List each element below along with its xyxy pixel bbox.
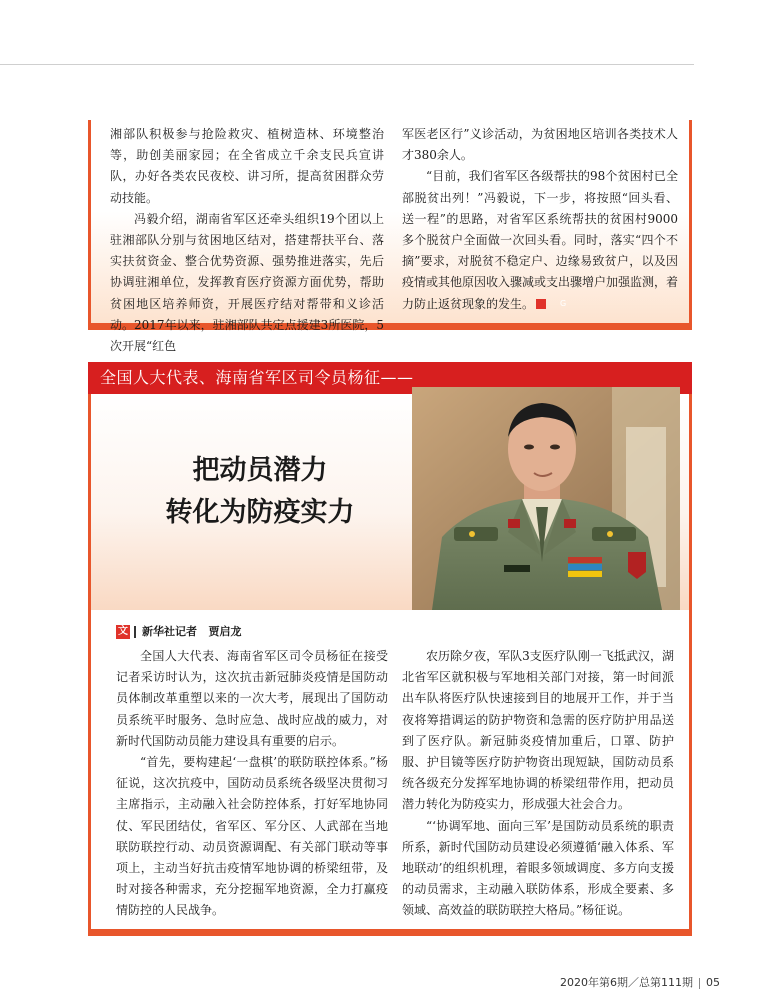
article-column-right: [402, 646, 674, 922]
officer-portrait-photo: [412, 387, 680, 610]
page-number: 05: [706, 976, 720, 989]
byline-divider: [134, 626, 136, 638]
paragraph: “‘协调军地、面向三军’是国防动员系统的职责所系，新时代国防动员建设必须遵循‘融入体系、军地联动’的组织机理，着眼多领域调度、多方向支援的动员需求，主动融入联防体系，形成全要素、多领域、高效益的联防联控大格局。”杨征说。: [402, 818, 674, 918]
paragraph-text: “目前，我们省军区各级帮扶的98个贫困村已全部脱贫出列！”冯毅说，下一步，将按照“回头看、送一程”的思路，对省军区系统帮扶的贫困村9000多个脱贫户全面做一次回头看。同时，落实“四个不摘”要求，对脱贫不稳定户、边缘易致贫户，以及因疫情或其他原因收入骤减或支出骤增户加强监测，着力防止返贫现象的发生。: [402, 169, 679, 311]
paragraph: 全国人大代表、海南省军区司令员杨征在接受记者采访时认为，这次抗击新冠肺炎疫情是国防动员体制改革重塑以来的一次大考，展现出了国防动员系统平时服务、急时应急、战时应战的威力，对新时代国防动员能力建设具有重要的启示。: [116, 649, 388, 748]
paragraph: 冯毅介绍，湖南省军区还牵头组织19个团以上驻湘部队分别与贫困地区结对，搭建帮扶平台、落实扶贫资金、整合优势资源、强势推进落实，先后协调驻湘单位，发挥教育医疗资源方面优势，帮助贫困地区培养师资，开展医疗结对帮带和义诊活动。2017年以来，驻湘部队共定点援建3所医院，5次开展“红色: [110, 211, 384, 354]
byline: [116, 624, 242, 640]
paragraph: 湘部队积极参与抢险救灾、植树造林、环境整治等，助创美丽家园；在全省成立千余支民兵宣讲队，办好各类农民夜校、讲习所，提高贫困群众劳动技能。: [110, 127, 384, 205]
byline-author: 贾启龙: [208, 625, 242, 638]
end-mark-icon: G: [536, 299, 546, 309]
kicker-text: 全国人大代表、海南省军区司令员杨征——: [100, 368, 414, 387]
continuation-column-right: [402, 124, 678, 315]
page-footer: [560, 976, 720, 990]
paragraph: “首先，要构建起‘一盘棋’的联防联控体系。”杨征说，这次抗疫中，国防动员系统各级坚决贯彻习主席指示，主动融入社会防控体系，打好军地协同仗、军民团结仗，省军区、军分区、人武部在当地联防联控行动、动员资源调配、有关部门联动等事项上，主动当好抗击疫情军地协调的桥梁纽带，及时对接各种需求，充分挖掘军地资源，全力打赢疫情防控的人民战争。: [116, 755, 388, 918]
byline-source: 新华社记者: [142, 625, 197, 638]
issue-info: 2020年第6期／总第111期: [560, 976, 693, 989]
footer-divider: [699, 978, 700, 989]
byline-icon: 文: [118, 626, 128, 637]
paragraph: 军医老区行”义诊活动，为贫困地区培训各类技术人才380余人。: [402, 127, 678, 163]
headline-line-2: 转化为防疫实力: [165, 497, 355, 528]
top-rule: [0, 64, 694, 65]
headline-line-1: 把动员潜力: [192, 455, 328, 486]
continuation-column-left: [110, 124, 384, 357]
article-headline: [140, 450, 380, 534]
paragraph: 农历除夕夜，军队3支医疗队刚一飞抵武汉，湖北省军区就积极与军地相关部门对接，第一时间派出车队将医疗队快速接到目的地展开工作，并于当夜将筹措调运的防护物资和急需的医疗防护用品送到了医疗队。新冠肺炎疫情加重后，口罩、防护服、护目镜等医疗防护物资出现短缺，国防动员系统各级充分发挥军地协调的桥梁纽带作用，把动员潜力转化为防疫实力，形成强大社会合力。: [402, 649, 674, 812]
paragraph: [402, 166, 678, 314]
article-column-left: [116, 646, 388, 922]
